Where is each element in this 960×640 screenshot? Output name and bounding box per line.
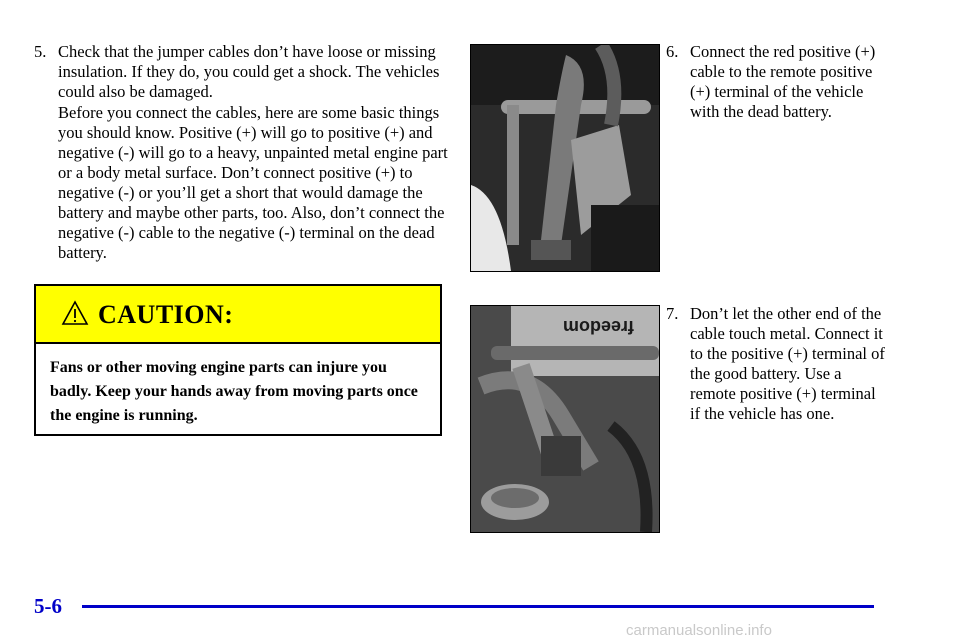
engine-photo-2-graphic (471, 306, 659, 532)
step-7-text: Don’t let the other end of the cable touch metal. Connect it to the positive (+) terminal of the good battery. Use a remote positive (+) terminal if the vehicle has one. (690, 304, 885, 423)
footer-rule (82, 605, 874, 608)
step-6 (666, 42, 886, 122)
page-number: 5-6 (34, 594, 62, 618)
step-5-number: 5. (34, 42, 47, 61)
warning-triangle-icon (61, 300, 89, 326)
engine-photo-good-battery (470, 305, 660, 533)
step-6-text: Connect the red positive (+) cable to the remote positive (+) terminal of the vehicle with the dead battery. (690, 42, 876, 121)
step-7 (666, 304, 886, 424)
caution-title: CAUTION: (98, 300, 234, 329)
step-5-explanation: Before you connect the cables, here are some basic things you should know. Positive (+) will go to positive (+) and negative (-) will go to a heavy, unpainted metal engine part or a body metal surface. Don’t connect positive (+) to negative (-) or you’ll get a short that would damage the battery and maybe other parts, too. Also, don’t connect the negative (-) cable to the negative (-) terminal on the dead battery. (58, 103, 448, 262)
step-5-text: Check that the jumper cables don’t have loose or missing insulation. If they do, you could get a shock. The vehicles could also be damaged. (58, 42, 440, 101)
step-5 (34, 42, 446, 102)
engine-photo-dead-battery (470, 44, 660, 272)
battery-brand-label: freedom (563, 317, 635, 337)
engine-photo-1-graphic (471, 45, 659, 271)
step-6-number: 6. (666, 42, 679, 61)
step-7-number: 7. (666, 304, 679, 323)
caution-box (34, 284, 442, 436)
caution-body: Fans or other moving engine parts can injure you badly. Keep your hands away from moving parts once the engine is running. (50, 359, 418, 424)
watermark: carmanualsonline.info (626, 622, 772, 639)
caution-header (36, 286, 440, 344)
